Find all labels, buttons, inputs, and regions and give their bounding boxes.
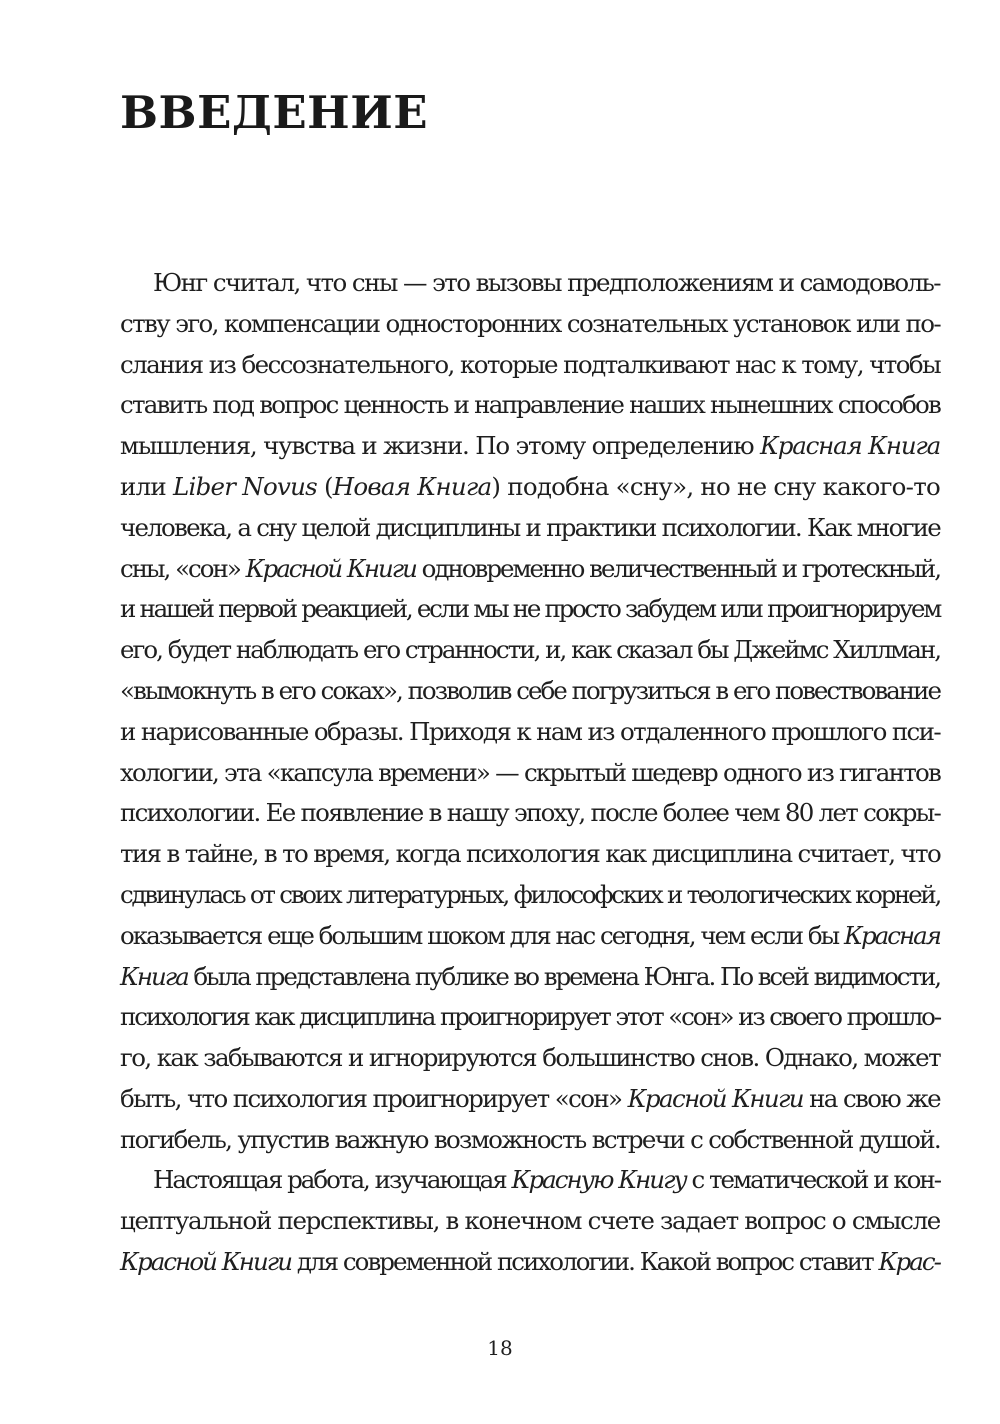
book-title-italic: Красной Книги	[245, 553, 416, 583]
text-line	[120, 549, 940, 590]
text-line	[120, 916, 940, 957]
text-run: Настоящая работа, изучающая	[153, 1165, 512, 1194]
text-line	[120, 467, 940, 508]
book-title-italic: Liber Novus	[173, 471, 317, 501]
text-line: ству эго, компенсации односторонних сознательных установок или по-	[120, 308, 941, 338]
text-run: быть, что психология проигнорирует «сон»	[120, 1083, 628, 1113]
book-title-italic: Красной Книги	[627, 1083, 803, 1113]
text-line	[120, 426, 940, 467]
text-line: хологии, эта «капсула времени» — скрытый шедевр одного из гигантов	[120, 757, 940, 787]
text-run: одновременно величественный и гротескный,	[415, 553, 941, 583]
text-line: и нарисованные образы. Приходя к нам из отдаленного прошлого пси-	[120, 716, 940, 746]
text-line: психология как дисциплина проигнорирует этот «сон» из своего прошло-	[120, 1002, 940, 1032]
page-number: 18	[487, 1336, 513, 1360]
text-line: цептуальной перспективы, в конечном счете задает вопрос о смысле	[120, 1205, 940, 1235]
book-title-italic: Книга	[120, 961, 188, 991]
text-run: ) подобна «сну», но не сну какого-то	[491, 471, 941, 501]
text-line	[120, 1160, 940, 1201]
text-line: слания из бессознательного, которые подталкивают нас к тому, чтобы	[120, 349, 941, 379]
paragraph-1	[120, 263, 940, 1161]
text-run: была представлена публике во времена Юнга. По всей видимости,	[187, 961, 940, 991]
text-line: «вымокнуть в его соках», позволив себе погрузиться в его повествование	[120, 675, 941, 705]
text-line: его, будет наблюдать его странности, и, как сказал бы Джеймс Хиллман,	[120, 635, 941, 665]
text-line: психологии. Ее появление в нашу эпоху, после более чем 80 лет сокры-	[120, 798, 940, 828]
text-line: го, как забываются и игнорируются большинство снов. Однако, может	[120, 1043, 941, 1073]
text-run: с тематической и кон-	[685, 1165, 940, 1194]
text-run: (	[316, 471, 333, 501]
book-title-italic: Новая Книга	[332, 471, 492, 501]
text-run: для современной психологии. Какой вопрос ставит	[291, 1246, 879, 1276]
text-line: сдвинулась от своих литературных, философских и теологических корней,	[120, 879, 940, 909]
book-title-italic: Красная Книга	[759, 431, 941, 461]
book-title-italic: Красной Книги	[120, 1246, 292, 1276]
book-title-italic: Красную Книгу	[511, 1165, 686, 1194]
text-line	[120, 957, 940, 998]
book-title-italic: Красная	[843, 920, 940, 950]
text-run: оказывается еще большим шоком для нас сегодня, чем если бы	[120, 920, 844, 950]
text-run: на свою же	[802, 1083, 940, 1113]
text-run: мышления, чувства и жизни. По этому определению	[120, 431, 760, 461]
text-line: тия в тайне, в то время, когда психология как дисциплина считает, что	[120, 839, 941, 869]
chapter-title: ВВЕДЕНИЕ	[120, 86, 429, 139]
text-line: Юнг считал, что сны — это вызовы предположениям и самодоволь-	[153, 268, 940, 297]
text-line	[120, 1079, 940, 1120]
paragraph-2	[120, 1160, 940, 1282]
text-line: человека, а сну целой дисциплины и практики психологии. Как многие	[120, 512, 940, 542]
text-line: и нашей первой реакцией, если мы не просто забудем или проигнорируем	[120, 594, 940, 624]
text-line: ставить под вопрос ценность и направление наших нынешних способов	[120, 390, 941, 420]
book-title-italic: Крас-	[878, 1246, 940, 1276]
text-line: погибель, упустив важную возможность встречи с собственной душой.	[120, 1124, 941, 1154]
text-line	[120, 1242, 940, 1283]
text-run: сны, «сон»	[120, 553, 246, 583]
text-run: или	[120, 471, 174, 501]
